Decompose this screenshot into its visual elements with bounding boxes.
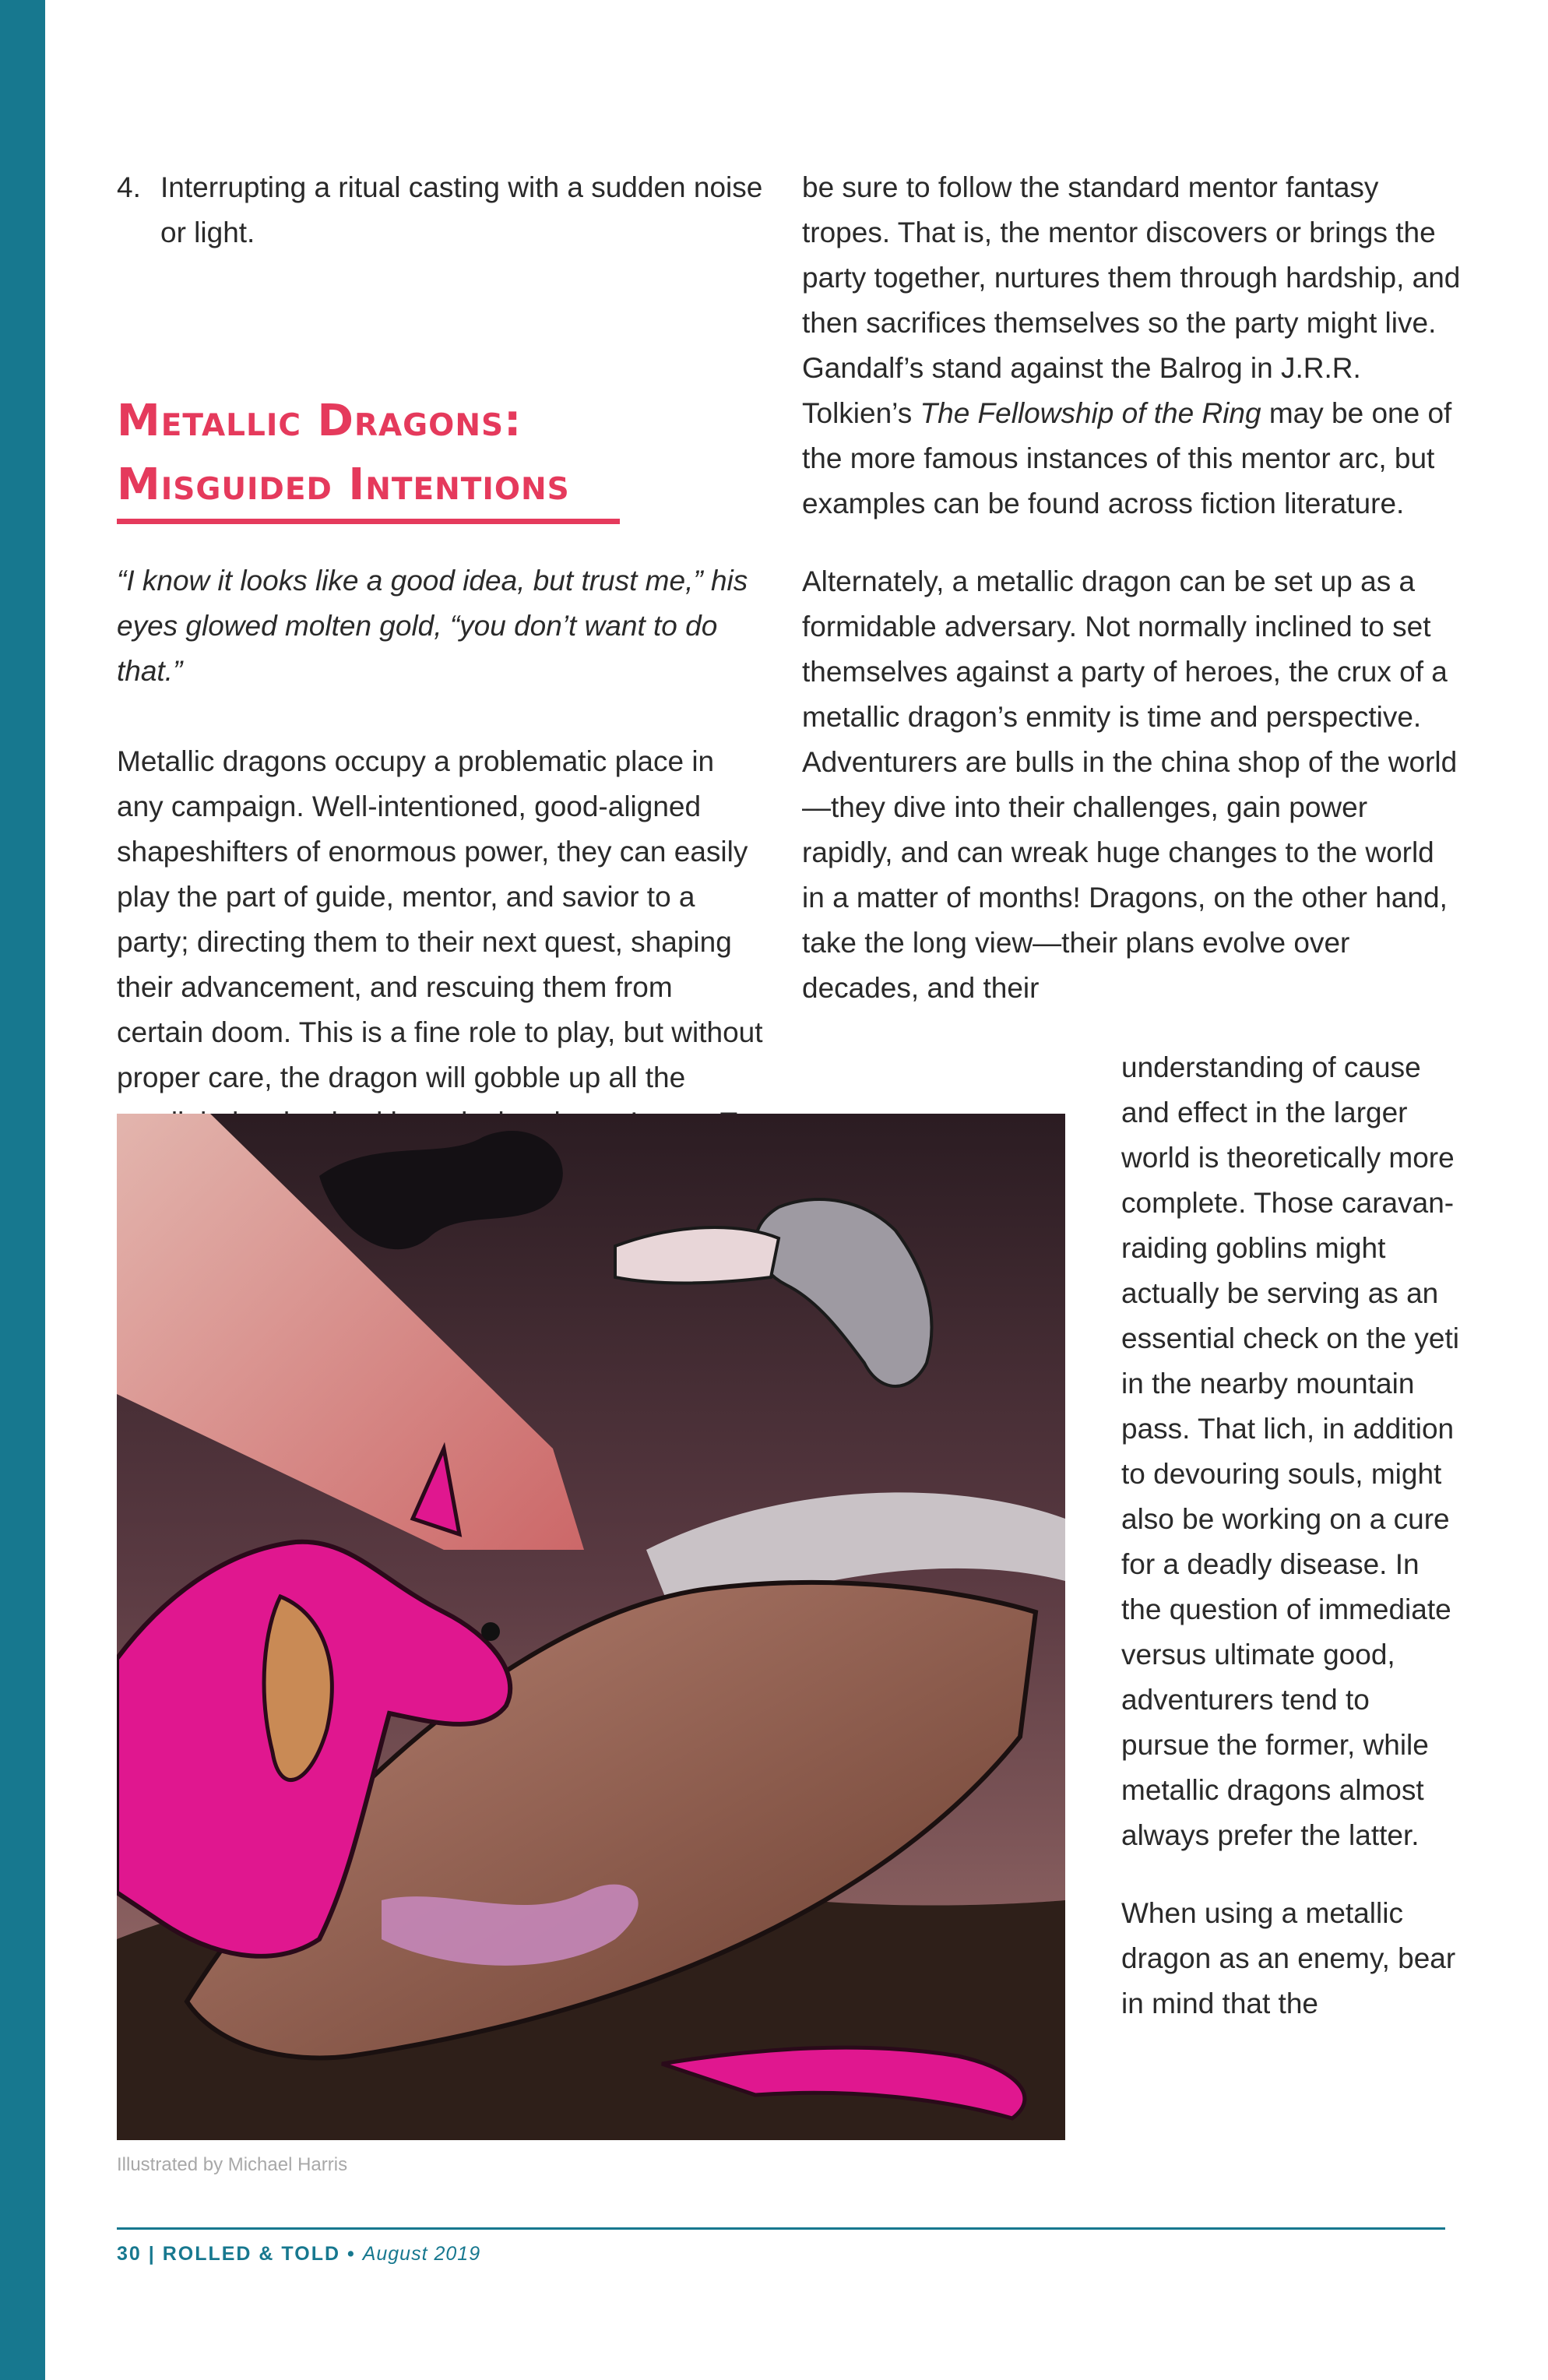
dragon-illustration <box>117 1114 1065 2140</box>
paragraph-3-continued: understanding of cause and effect in the larger world is theoretically more complete. Those caravan-raiding goblins might actually be serving as an essential check on the yeti in the nearby mountain pass. That lich, in addition to devouring souls, might also be working on a cure for a deadly disease. In the question of immediate versus ultimate good, adventurers tend to pursue the former, while metallic dragons almost always prefer the latter. <box>1121 1051 1459 1851</box>
footer-bullet: • <box>347 2243 356 2265</box>
paragraph-2 <box>802 165 1461 526</box>
left-column <box>117 165 763 1191</box>
list-item <box>117 165 763 255</box>
paragraph-1: Metallic dragons occupy a problematic place in any campaign. Well-intentioned, good-aligned shapeshifters of enormous power, they can easily play the part of guide, mentor, and savior to a party; directing them to their next quest, shaping their advancement, and rescuing them from certain doom. This is a fine role to play, but without proper care, the dragon will gobble up all the <box>117 745 763 1093</box>
list-item-number: 4. <box>117 171 141 203</box>
left-sidebar-bar <box>0 0 45 2380</box>
dragon-illustration-svg <box>117 1114 1065 2140</box>
heading-line-2: Misguided Intentions <box>117 459 570 510</box>
footer-rule <box>117 2227 1445 2230</box>
magazine-name: ROLLED & TOLD <box>162 2243 341 2265</box>
book-title: The Fellowship of the Ring <box>920 397 1261 429</box>
section-heading <box>117 389 620 524</box>
heading-line-1: Metallic Dragons: <box>117 396 522 446</box>
page-number: 30 <box>117 2243 142 2265</box>
paragraph-2-before: be sure to follow the standard mentor fantasy tropes. That is, the mentor discovers or brings the party together, nurtures them through hardship, and then sacrifices themselves so the party might live. Gandalf’s stand against the Balrog in J.R.R. Tolkien’s <box>802 171 1461 429</box>
issue-date: August 2019 <box>362 2243 481 2265</box>
page-footer <box>117 2243 480 2266</box>
list-item-text: Interrupting a ritual casting with a sudden noise or light. <box>160 171 763 248</box>
paragraph-4: When using a metallic dragon as an enemy, bear in mind that the <box>1121 1897 1456 2019</box>
paragraph-3: Alternately, a metallic dragon can be set up as a formidable adversary. Not normally inclined to set themselves against a party of heroes, the crux of a metallic dragon’s enmity is time and perspective. Adventurers are bulls in the china shop of the world—they dive into their challenges, gain power rapidly, and can wreak huge changes to the world in a matter of months! Dragons, on the other hand, take the long view—their plans evolve over decades, and their <box>802 565 1458 1004</box>
right-column <box>802 165 1461 1011</box>
illustration-caption: Illustrated by Michael Harris <box>117 2154 348 2175</box>
heading-underline <box>117 519 620 524</box>
dragon-eye <box>481 1622 500 1641</box>
epigraph-quote: “I know it looks like a good idea, but trust me,” his eyes glowed molten gold, “you don’t want to do that.” <box>117 565 748 687</box>
paragraph-2-after: may be one of the more famous instances of this mentor arc, but examples can be found across fiction literature. <box>802 397 1452 519</box>
footer-separator: | <box>148 2243 156 2265</box>
wrapped-column <box>1121 1045 1464 2026</box>
